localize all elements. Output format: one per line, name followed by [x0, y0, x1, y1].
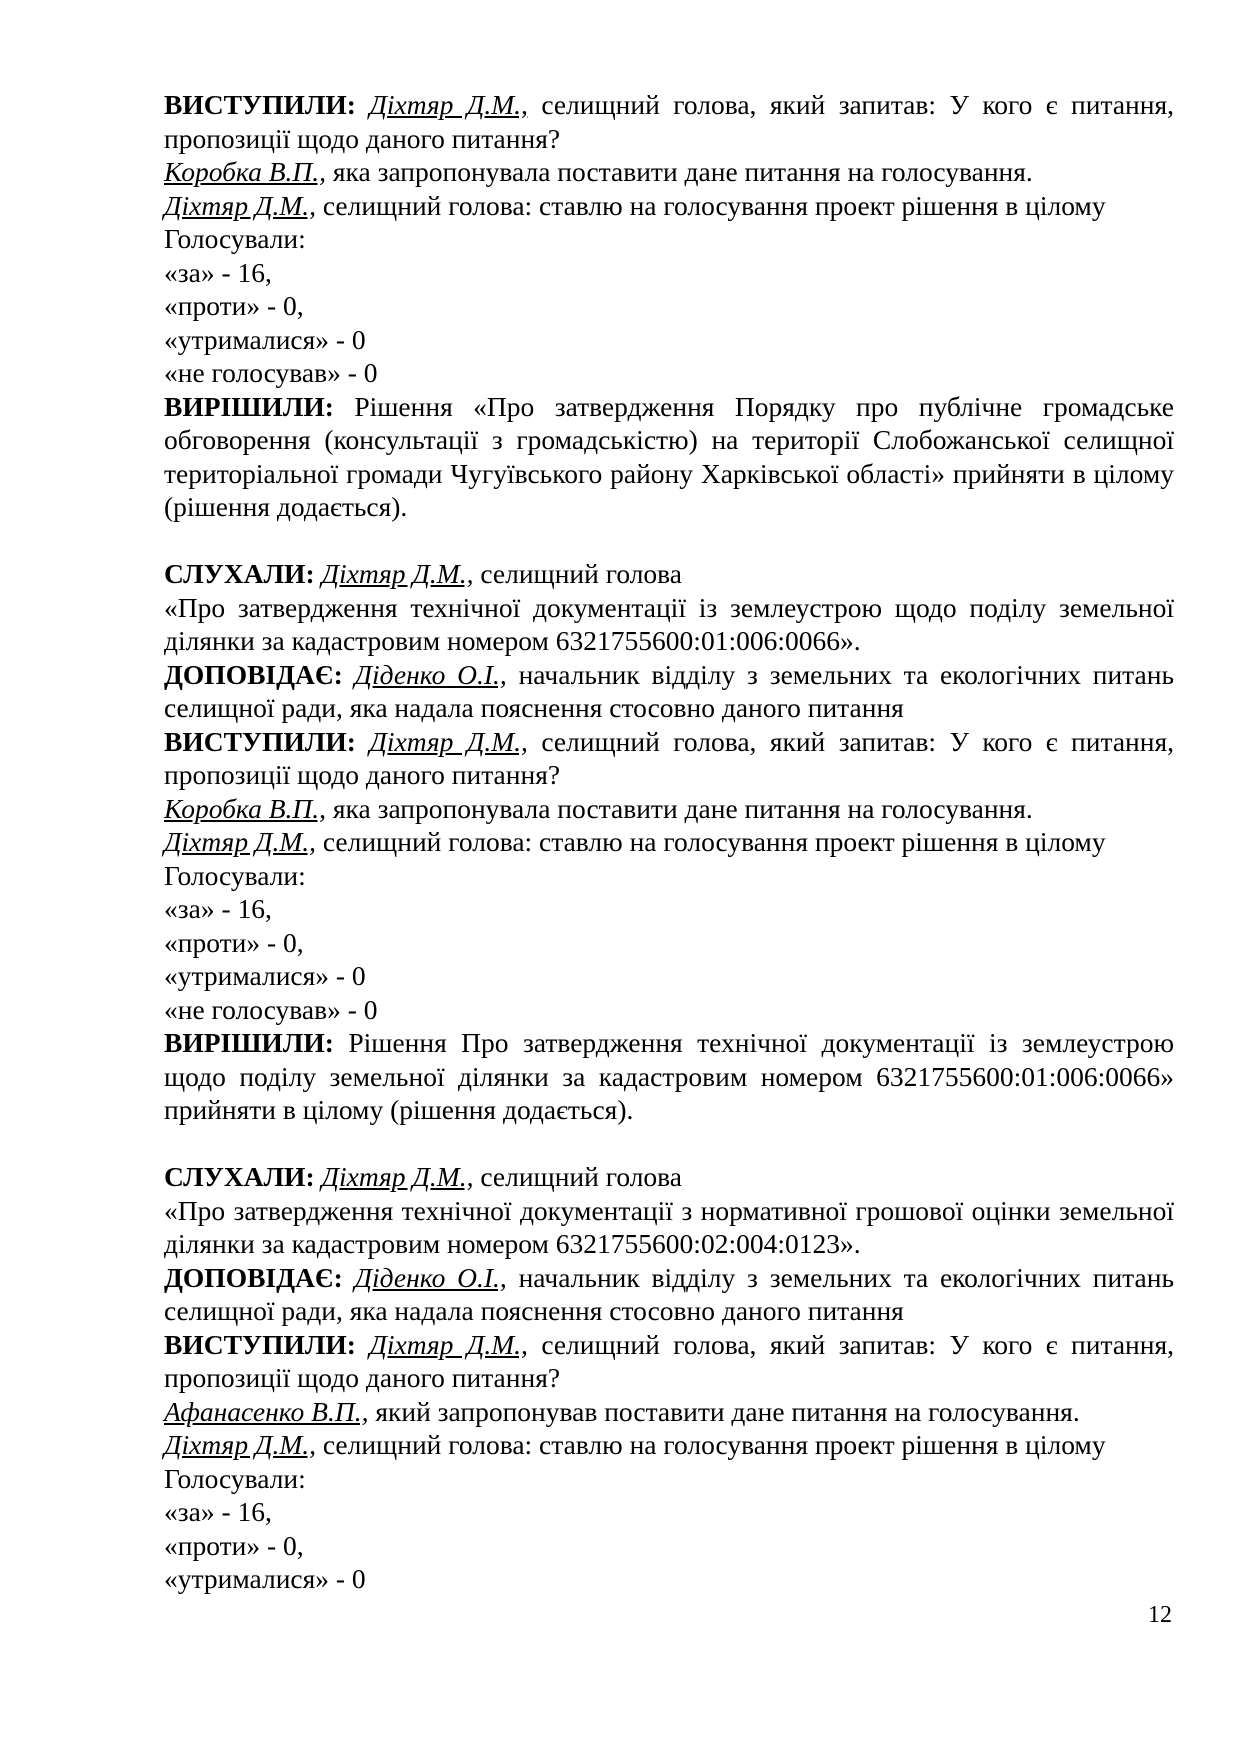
chair-text: селищний голова: ставлю на голосування проект рішення в цілому — [315, 189, 1106, 221]
proposal-paragraph — [164, 792, 1174, 826]
chair-name: Діхтяр Д.М., — [164, 826, 316, 857]
vote-for: «за» - 16, — [164, 1496, 272, 1527]
speaker-name: Діхтяр Д.М., — [321, 1161, 474, 1192]
dopovidaie-paragraph — [164, 1261, 1174, 1328]
reporter-name: Діденко О.І., — [354, 658, 507, 690]
speaker-name: Діхтяр Д.М., — [369, 725, 528, 757]
chair-paragraph — [164, 825, 1174, 859]
page-number: 12 — [1148, 1602, 1172, 1628]
dopovidaie-paragraph — [164, 658, 1174, 725]
proposer-name: Коробка В.П., — [164, 156, 327, 187]
vystupyly-paragraph — [164, 88, 1174, 155]
page-content — [164, 88, 1174, 1596]
vyrishyly-label: ВИРІШИЛИ: — [164, 390, 334, 422]
proposal-text: яка запропонувала поставити дане питання на голосування. — [326, 156, 1033, 187]
proposer-name: Афанасенко В.П., — [164, 1395, 369, 1427]
vote-against: «проти» - 0, — [164, 1529, 304, 1561]
reporter-text: начальник відділу з земельних та екологічних питань селищної ради, яка надала пояснення стосовно даного питання — [164, 658, 1174, 723]
vystupyly-paragraph — [164, 725, 1174, 792]
speaker-text: селищний голова, який запитав: У кого є питання, пропозиції щодо даного питання? — [164, 89, 1174, 154]
reporter-text: начальник відділу з земельних та екологічних питань селищної ради, яка надала пояснення стосовно даного питання — [164, 1261, 1174, 1326]
chair-name: Діхтяр Д.М., — [164, 1429, 316, 1460]
sluhaly-paragraph — [164, 1160, 1174, 1194]
votes-heading: Голосували: — [164, 1462, 306, 1494]
sluhaly-paragraph — [164, 557, 1174, 591]
speaker-name: Діхтяр Д.М., — [321, 558, 474, 589]
dopovidaie-label: ДОПОВІДАЄ: — [164, 658, 343, 690]
block-spacer — [164, 524, 1174, 558]
votes-heading: Голосували: — [164, 223, 306, 254]
vote-against: «проти» - 0, — [164, 926, 304, 958]
chair-text: селищний голова: ставлю на голосування проект рішення в цілому — [315, 1429, 1106, 1460]
vote-not-voted: «не голосував» - 0 — [164, 993, 378, 1025]
vystupyly-label: ВИСТУПИЛИ: — [164, 1328, 356, 1360]
vyrishyly-paragraph — [164, 1026, 1174, 1127]
votes-heading: Голосували: — [164, 859, 306, 891]
topic-paragraph: «Про затвердження технічної документації із землеустрою щодо поділу земельної ділянки за кадастровим номером 6321755600:01:006:0066». — [164, 591, 1174, 656]
vystupyly-paragraph — [164, 1328, 1174, 1395]
vote-not-voted: «не голосував» - 0 — [164, 357, 378, 388]
chair-text: селищний голова: ставлю на голосування проект рішення в цілому — [315, 826, 1106, 857]
vote-abstained: «утрималися» - 0 — [164, 960, 366, 991]
decision-text: Рішення Про затвердження технічної документації із землеустрою щодо поділу земельної ділянки за кадастровим номером 6321755600:01:006:0066» прийняти в цілому (рішення додається). — [164, 1027, 1174, 1125]
speaker-text: селищний голова — [473, 558, 683, 589]
speaker-name: Діхтяр Д.М., — [369, 89, 528, 120]
dopovidaie-label: ДОПОВІДАЄ: — [164, 1261, 343, 1293]
topic-paragraph: «Про затвердження технічної документації з нормативної грошової оцінки земельної ділянки за кадастровим номером 6321755600:02:004:0123». — [164, 1194, 1174, 1259]
block-spacer — [164, 1127, 1174, 1161]
sluhaly-label: СЛУХАЛИ: — [164, 558, 315, 589]
sluhaly-label: СЛУХАЛИ: — [164, 1161, 315, 1192]
vyrishyly-label: ВИРІШИЛИ: — [164, 1027, 334, 1058]
speaker-text: селищний голова, який запитав: У кого є питання, пропозиції щодо даного питання? — [164, 725, 1174, 790]
decision-text: Рішення «Про затвердження Порядку про публічне громадське обговорення (консультації з громадськістю) на території Слобожанської селищної територіальної громади Чугуївського району Харківської області» прийняти в цілому (рішення додається). — [164, 390, 1174, 522]
speaker-text: селищний голова, який запитав: У кого є питання, пропозиції щодо даного питання? — [164, 1328, 1174, 1393]
proposal-text: яка запропонувала поставити дане питання на голосування. — [326, 792, 1033, 824]
vote-against: «проти» - 0, — [164, 290, 304, 321]
proposal-paragraph — [164, 1395, 1174, 1429]
vystupyly-label: ВИСТУПИЛИ: — [164, 89, 356, 120]
chair-paragraph — [164, 1428, 1174, 1462]
proposer-name: Коробка В.П., — [164, 792, 327, 824]
speaker-text: селищний голова — [473, 1161, 683, 1192]
proposal-paragraph — [164, 155, 1174, 189]
reporter-name: Діденко О.І., — [354, 1261, 507, 1293]
vyrishyly-paragraph — [164, 390, 1174, 524]
chair-name: Діхтяр Д.М., — [164, 189, 316, 221]
vote-abstained: «утрималися» - 0 — [164, 1563, 366, 1594]
proposal-text: який запропонував поставити дане питання на голосування. — [368, 1395, 1080, 1427]
speaker-name: Діхтяр Д.М., — [369, 1328, 528, 1360]
chair-paragraph — [164, 189, 1174, 223]
vote-for: «за» - 16, — [164, 256, 272, 288]
vote-abstained: «утрималися» - 0 — [164, 323, 366, 355]
vote-for: «за» - 16, — [164, 893, 272, 924]
vystupyly-label: ВИСТУПИЛИ: — [164, 725, 356, 757]
